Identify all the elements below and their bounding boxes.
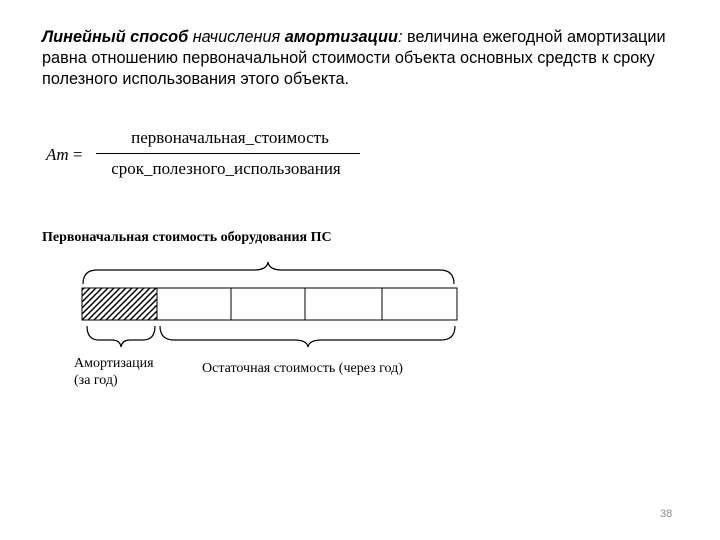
term-colon: : [397, 28, 403, 46]
term-linear-method: Линейный способ [42, 28, 189, 46]
residual-segment [231, 288, 305, 320]
residual-segment [382, 288, 457, 320]
formula-denominator: срок_полезного_использования [111, 159, 341, 178]
residual-segment [157, 288, 231, 320]
page-number: 38 [660, 508, 673, 520]
amortization-brace [87, 326, 155, 347]
term-accrual: начисления [188, 28, 285, 46]
residual-brace [160, 326, 455, 347]
residual-value-label: Остаточная стоимость (через год) [202, 361, 403, 376]
amortization-label-line2: (за год) [74, 373, 118, 388]
formula-numerator: первоначальная_стоимость [131, 128, 329, 147]
formula-symbol: Am [46, 145, 69, 164]
amortization-segment [82, 288, 157, 320]
total-cost-label: Первоначальная стоимость оборудования ПС [42, 230, 332, 245]
total-brace [83, 262, 454, 284]
formula-equals: = [72, 145, 83, 164]
term-amortization: амортизации [284, 28, 398, 46]
definition-text: величина ежегодной амортизации равна отношению первоначальной стоимости объекта основных средств к сроку полезного использования этого объекта. [42, 28, 666, 88]
amortization-label [74, 355, 154, 389]
amortization-label-line1: Амортизация [74, 356, 154, 371]
residual-segment [305, 288, 382, 320]
